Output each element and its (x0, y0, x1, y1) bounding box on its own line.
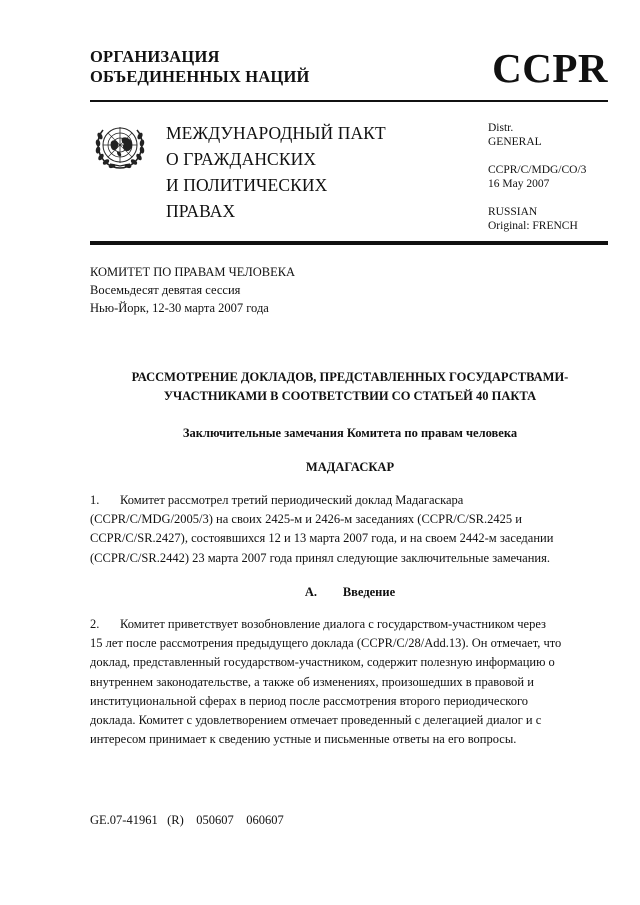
organization-line: ОРГАНИЗАЦИЯ (90, 47, 220, 66)
section-title: Введение (342, 585, 396, 599)
distr-label: Distr. (488, 122, 514, 134)
spacer (488, 149, 586, 163)
committee-name: КОМИТЕТ ПО ПРАВАМ ЧЕЛОВЕКА (90, 265, 296, 279)
paragraph-line: внутреннем законодательстве, а также об изменениях, произошедших в правовой и (90, 674, 534, 689)
covenant-title-line: ПРАВАХ (166, 201, 236, 221)
job-number: GE.07-41961 (90, 813, 158, 827)
document-language: RUSSIAN (488, 206, 538, 218)
header-rule-top (90, 100, 608, 102)
covenant-title (166, 120, 386, 224)
covenant-title-line: И ПОЛИТИЧЕСКИХ (166, 175, 328, 195)
paragraph-line (90, 491, 610, 510)
un-emblem-icon (93, 118, 147, 172)
paragraph-line: институциональной сферах в период после рассмотрения второго периодического (90, 693, 529, 708)
section-letter: A. (304, 585, 317, 599)
covenant-title-line: О ГРАЖДАНСКИХ (166, 149, 317, 169)
paragraph-line: доклад, представленный государством-участником, содержит полезную информацию о (90, 655, 555, 670)
organization-name (90, 47, 310, 87)
paragraph-line: (CCPR/C/SR.2442) 23 марта 2007 года принял следующие заключительные замечания. (90, 550, 550, 565)
document-title (90, 368, 610, 406)
footer-date-2: 060607 (246, 813, 284, 827)
committee-info (90, 263, 295, 317)
paragraph-line (90, 615, 610, 634)
paragraph-text: Комитет рассмотрел третий периодический доклад Мадагаскара (120, 493, 464, 507)
covenant-title-line: МЕЖДУНАРОДНЫЙ ПАКТ (166, 123, 386, 143)
paragraph-line: интересом принимает к сведению устные и письменные ответы на его вопросы. (90, 732, 517, 747)
paragraph-text: Комитет приветствует возобновление диалога с государством-участником через (120, 617, 546, 631)
paragraph-line: CCPR/C/SR.2427), состоявшихся 12 и 13 марта 2007 года, и на своем 2442-м заседании (90, 531, 554, 546)
paragraph-line: (CCPR/C/MDG/2005/3) на своих 2425-м и 2426-м заседаниях (CCPR/C/SR.2425 и (90, 512, 522, 527)
document-subtitle: Заключительные замечания Комитета по правам человека (182, 426, 518, 440)
spacer (488, 191, 586, 205)
committee-session: Восемьдесят девятая сессия (90, 283, 241, 297)
paragraph-line: 15 лет после рассмотрения предыдущего доклада (CCPR/C/28/Add.13). Он отмечает, что (90, 636, 562, 651)
paragraph-2 (90, 615, 610, 749)
document-symbol: CCPR/C/MDG/CO/3 (488, 164, 587, 176)
committee-place-dates: Нью-Йорк, 12-30 марта 2007 года (90, 301, 269, 315)
header-rule-bottom (90, 241, 608, 245)
distribution-block (488, 121, 586, 233)
document-title-line: РАССМОТРЕНИЕ ДОКЛАДОВ, ПРЕДСТАВЛЕННЫХ ГОСУДАРСТВАМИ- (131, 370, 569, 384)
paragraph-1 (90, 491, 610, 568)
footer-job-code (90, 811, 284, 829)
document-date: 16 May 2007 (488, 178, 550, 190)
footer-date-1: 050607 (196, 813, 234, 827)
paragraph-number: 2. (90, 617, 100, 631)
organization-line: ОБЪЕДИНЕННЫХ НАЦИЙ (90, 67, 310, 86)
language-code: (R) (167, 813, 184, 827)
series-symbol: CCPR (492, 45, 608, 91)
section-heading-a (90, 583, 610, 601)
document-title-line: УЧАСТНИКАМИ В СООТВЕТСТВИИ СО СТАТЬЕЙ 40 ПАКТА (163, 389, 537, 403)
paragraph-number: 1. (90, 493, 100, 507)
original-language: Original: FRENCH (488, 220, 578, 232)
distr-value: GENERAL (488, 136, 542, 148)
country-heading: МАДАГАСКАР (305, 460, 395, 474)
paragraph-line: доклада. Комитет с удовлетворением отмечает проведенный с делегацией диалог и с (90, 713, 542, 728)
